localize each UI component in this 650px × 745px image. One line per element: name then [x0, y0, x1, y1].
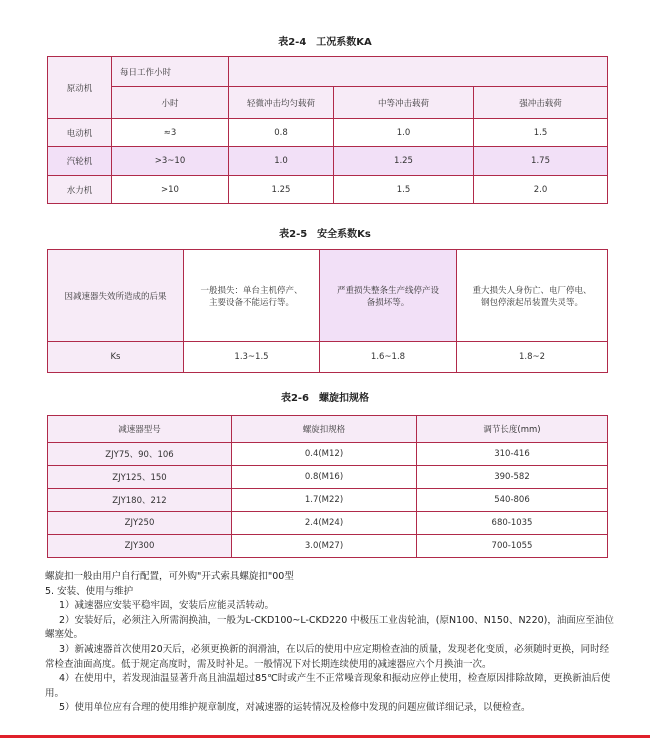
table-cell: 1.25: [229, 176, 334, 204]
safety-factor-table: [47, 249, 608, 373]
table-cell: 540-806: [417, 489, 608, 512]
consequence-major: 重大损失人身伤亡、电厂停电、钢包停滚起吊装置失灵等。: [457, 250, 608, 342]
table-row: [48, 443, 608, 466]
row-label: 水力机: [48, 176, 112, 204]
table1-caption: 表2-4 工况系数KA: [278, 37, 372, 48]
consequence-label: 因减速器失效所造成的后果: [48, 250, 184, 342]
note-item: 4）在使用中，若发现油温显著升高且油温超过85℃时或产生不正常噪音现象和振动应停止使用，检查原因排除故障，更换新油后使用。: [45, 673, 611, 699]
table-cell: 310-416: [417, 443, 608, 466]
table-cell: 1.7(M22): [232, 489, 417, 512]
row-label: 汽轮机: [48, 147, 112, 176]
installation-notes: [45, 570, 615, 716]
table-cell: 1.75: [474, 147, 608, 176]
table-cell: 700-1055: [417, 535, 608, 558]
table-cell: 0.8: [229, 119, 334, 147]
table-cell: 1.25: [334, 147, 474, 176]
sub-header: 中等冲击载荷: [334, 87, 474, 119]
note-item: 5）使用单位应有合理的使用维护规章制度，对减速器的运转情况及检修中发现的问题应做详细记录，以便检查。: [59, 702, 531, 714]
column-header: 调节长度(mm): [417, 416, 608, 443]
table-cell: ZJY180、212: [48, 489, 232, 512]
ks-value: 1.6~1.8: [320, 342, 457, 373]
sub-header: 小时: [112, 87, 229, 119]
table-row: [48, 466, 608, 489]
table-cell: 0.4(M12): [232, 443, 417, 466]
consequence-general: 一般损失：单台主机停产、主要设备不能运行等。: [184, 250, 320, 342]
hours-header: 每日工作小时: [112, 57, 229, 87]
table-row: [48, 535, 608, 558]
table-cell: ZJY300: [48, 535, 232, 558]
turnbuckle-note: 螺旋扣一般由用户自行配置，可外购"开式索具螺旋扣"00型: [45, 571, 294, 582]
table-cell: 1.0: [334, 119, 474, 147]
ks-value: 1.8~2: [457, 342, 608, 373]
empty-header-cell: [229, 57, 608, 87]
table2-caption: 表2-5 安全系数Ks: [279, 229, 371, 240]
table-cell: ZJY125、150: [48, 466, 232, 489]
sub-header: 轻微冲击均匀载荷: [229, 87, 334, 119]
table-cell: ZJY75、90、106: [48, 443, 232, 466]
table-cell: 680-1035: [417, 512, 608, 535]
note-item: 1）减速器应安装平稳牢固，安装后应能灵活转动。: [59, 600, 275, 612]
table-cell: 0.8(M16): [232, 466, 417, 489]
note-item: 3）新减速器首次使用20天后，必须更换新的润滑油，在以后的使用中应定期检查油的质量，发现老化变质，必须随时更换，同时经常检查油面高度。低于规定高度时，需及时补足。一般情况下对长期连续使用的减速器应六个月换油一次。: [45, 643, 610, 670]
table-cell: 2.4(M24): [232, 512, 417, 535]
table-cell: 1.0: [229, 147, 334, 176]
table-cell: >3~10: [112, 147, 229, 176]
column-header: 减速器型号: [48, 416, 232, 443]
bottom-divider: [0, 735, 650, 738]
table-row: [48, 147, 608, 176]
table-cell: ZJY250: [48, 512, 232, 535]
ks-label: Ks: [48, 342, 184, 373]
section-heading: 5. 安装、使用与维护: [45, 585, 134, 597]
table-cell: 1.5: [474, 119, 608, 147]
table-row: [48, 512, 608, 535]
table-row: [48, 489, 608, 512]
column-header: 螺旋扣规格: [232, 416, 417, 443]
row-label: 电动机: [48, 119, 112, 147]
turnbuckle-table: [47, 415, 608, 558]
consequence-serious: 严重损失整条生产线停产设备损坏等。: [320, 250, 457, 342]
operating-factor-table: [47, 56, 608, 204]
sub-header: 强冲击载荷: [474, 87, 608, 119]
table-cell: 1.5: [334, 176, 474, 204]
ks-value: 1.3~1.5: [184, 342, 320, 373]
table-cell: >10: [112, 176, 229, 204]
table3-caption: 表2-6 螺旋扣规格: [280, 393, 370, 404]
note-item: 2）安装好后，必须注入所需润换油，一般为L-CKD100~L-CKD220 中极压工业齿轮油，(原N100、N150、N220)，油面应至油位螺塞处。: [45, 614, 614, 641]
table-cell: ≈3: [112, 119, 229, 147]
table-row: [48, 119, 608, 147]
table-cell: 3.0(M27): [232, 535, 417, 558]
table-cell: 390-582: [417, 466, 608, 489]
table-cell: 2.0: [474, 176, 608, 204]
table-row: [48, 176, 608, 204]
prime-mover-header: 原动机: [48, 57, 112, 119]
